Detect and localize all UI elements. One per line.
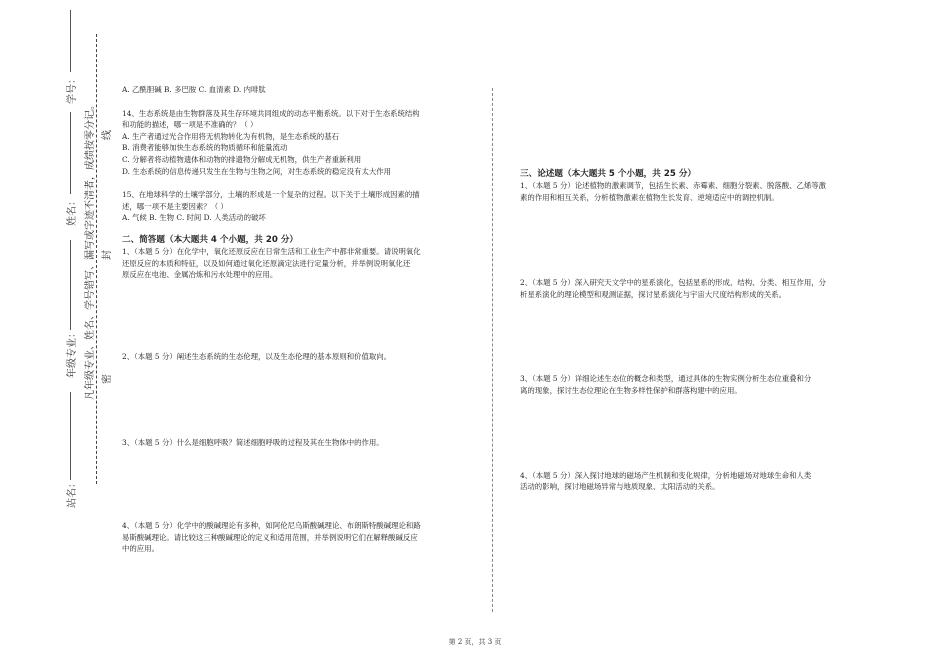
seal-dashed-line [96, 34, 97, 484]
student-id-label: 学号： [67, 74, 78, 104]
grade-major-line [70, 240, 71, 330]
left-column [122, 84, 477, 555]
section-3-title: 三、论述题（本大题共 5 个小题，共 25 分） [520, 169, 697, 179]
notice-text: 凡年级专业、姓名、学号错写、漏写或字迹不清者，成绩按零分记。 [85, 100, 96, 400]
q15-stem-line: 15、在地球科学的土壤学部分，土壤的形成是一个复杂的过程。以下关于土壤形成因素的描 [122, 190, 420, 200]
essay-4-line: 4、（本题 5 分）深入探讨地球的磁场产生机制和变化规律，分析地磁场对地球生命和人类 [520, 470, 812, 480]
essay-2-line: 2、（本题 5 分）深入研究天文学中的星系演化，包括星系的形成、结构、分类、相互作用，分 [520, 278, 827, 288]
essay-1-line: 1、（本题 5 分）论述植物的激素调节，包括生长素、赤霉素、细胞分裂素、脱落酸、乙烯等激 [520, 181, 827, 190]
q14-option-a: A. 生产者通过光合作用将无机物转化为有机物，是生态系统的基石 [122, 131, 339, 141]
short-answer-3-line: 3、（本题 5 分）什么是细胞呼吸？简述细胞呼吸的过程及其在生物体中的作用。 [122, 438, 384, 448]
q14-option-c: C. 分解者将动植物遗体和动物的排遗物分解成无机物，供生产者重新利用 [122, 154, 362, 164]
q14-option-b: B. 消费者能够加快生态系统的物质循环和能量流动 [122, 143, 288, 153]
essay-1 [520, 180, 865, 203]
seal-char-xian: 线 [102, 130, 113, 140]
q15-stem-line: 述，哪一项不是主要因素？（ ） [122, 201, 228, 211]
essay-4-line: 活动的影响，探讨地磁场异常与地质现象、太阳活动的关系。 [520, 482, 720, 492]
short-answer-4-line: 中的应用。 [122, 544, 159, 554]
grade-major-label: 年级专业： [67, 328, 78, 378]
student-id-line [70, 10, 71, 72]
exam-site-line [70, 392, 71, 480]
q13-options: A. 乙酰胆碱 B. 多巴胺 C. 血清素 D. 内啡肽 [122, 85, 266, 94]
page-footer: 第 2 页，共 3 页 [448, 638, 502, 646]
short-answer-1-line: 原反应在电池、金属冶炼和污水处理中的应用。 [122, 270, 278, 280]
short-answer-2 [122, 351, 477, 363]
short-answer-1-line: 1、（本题 5 分）在化学中，氧化还原反应在日常生活和工业生产中都非常重要。请说明氧化 [122, 246, 421, 256]
essay-4 [520, 470, 865, 493]
essay-3 [520, 373, 865, 396]
q14-stem-line: 14、生态系统是由生物群落及其生存环境共同组成的动态平衡系统。以下对于生态系统结构 [122, 108, 420, 118]
q14-option-d: D. 生态系统的信息传递只发生在生物与生物之间，对生态系统的稳定没有太大作用 [122, 166, 392, 176]
essay-3-line: 3、（本题 5 分）详细论述生态位的概念和类型，通过具体的生物实例分析生态位重叠和分 [520, 374, 812, 384]
seal-char-feng: 封 [102, 250, 113, 260]
exam-site-label: 站名： [67, 478, 78, 508]
short-answer-3 [122, 437, 477, 449]
short-answer-4 [122, 520, 477, 555]
short-answer-4-line: 易斯酸碱理论。请比较这三种酸碱理论的定义和适用范围，并举例说明它们在解释酸碱反应 [122, 532, 418, 542]
name-line [70, 112, 71, 194]
q15-options: A. 气候 B. 生物 C. 时间 D. 人类活动的破坏 [122, 213, 266, 223]
essay-3-line: 离的现象，探讨生态位理论在生物多样性保护和群落构建中的应用。 [520, 385, 742, 395]
right-column [520, 168, 865, 493]
question-14 [122, 108, 477, 178]
name-label: 姓名： [67, 196, 78, 226]
short-answer-4-line: 4、（本题 5 分）化学中的酸碱理论有多种，如阿伦尼乌斯酸碱理论、布朗斯特酸碱理论和路 [122, 520, 421, 530]
column-divider [492, 88, 493, 612]
essay-2 [520, 277, 865, 300]
binding-margin [30, 0, 120, 672]
section-2-title: 二、简答题（本大题共 4 个小题，共 20 分） [122, 234, 299, 245]
short-answer-1-line: 还原反应的本质和特征，以及如何通过氧化还原滴定法进行定量分析，并举例说明氧化还 [122, 258, 411, 268]
short-answer-2-line: 2、（本题 5 分）阐述生态系统的生态伦理，以及生态伦理的基本原则和价值取向。 [122, 351, 392, 361]
question-15 [122, 189, 477, 224]
seal-char-mi: 密 [102, 374, 113, 384]
short-answer-1 [122, 246, 477, 281]
essay-1-line: 素的作用和相互关系，分析植物激素在植物生长发育、逆境适应中的调控机制。 [520, 192, 779, 202]
q14-stem-line: 和功能的描述，哪一项是不准确的？（ ） [122, 120, 258, 130]
essay-2-line: 析星系演化的理论模型和观测证据，探讨星系演化与宇宙大尺度结构形成的关系。 [520, 289, 787, 299]
